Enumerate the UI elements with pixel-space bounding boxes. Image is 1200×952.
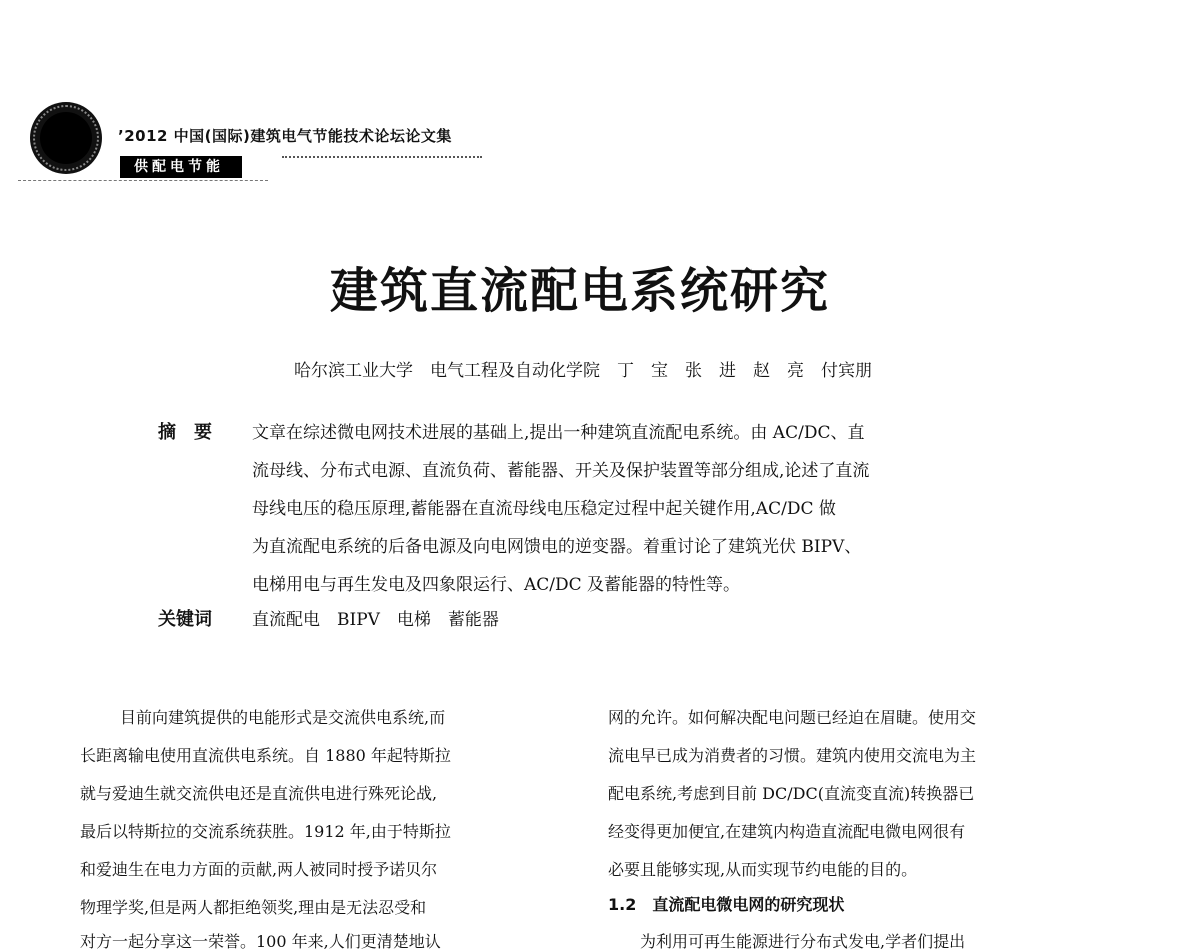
left-column-line: 就与爱迪生就交流供电还是直流供电进行殊死论战, — [80, 784, 438, 803]
seal-logo — [30, 102, 102, 174]
section-subheading: 1.2 直流配电微电网的研究现状 — [608, 895, 845, 914]
left-column-line: 长距离输电使用直流供电系统。自 1880 年起特斯拉 — [80, 746, 451, 765]
left-column-line: 对方一起分享这一荣誉。100 年来,人们更清楚地认 — [80, 932, 441, 951]
right-column-line: 配电系统,考虑到目前 DC/DC(直流变直流)转换器已 — [608, 784, 975, 803]
section-badge: 供配电节能 — [120, 156, 242, 178]
abstract-line: 为直流配电系统的后备电源及向电网馈电的逆变器。着重讨论了建筑光伏 BIPV、 — [252, 537, 862, 557]
left-column-line: 最后以特斯拉的交流系统获胜。1912 年,由于特斯拉 — [80, 822, 451, 841]
abstract-line: 母线电压的稳压原理,蓄能器在直流母线电压稳定过程中起关键作用,AC/DC 做 — [252, 499, 836, 519]
running-header-title: ’2012 中国(国际)建筑电气节能技术论坛论文集 — [118, 127, 452, 145]
right-column-line: 为利用可再生能源进行分布式发电,学者们提出 — [640, 932, 966, 951]
left-column-line: 和爱迪生在电力方面的贡献,两人被同时授予诺贝尔 — [80, 860, 438, 879]
abstract-line: 文章在综述微电网技术进展的基础上,提出一种建筑直流配电系统。由 AC/DC、直 — [252, 423, 865, 443]
paper-title: 建筑直流配电系统研究 — [329, 263, 830, 319]
right-column-line: 网的允许。如何解决配电问题已经迫在眉睫。使用交 — [608, 708, 977, 727]
right-column-line: 流电早已成为消费者的习惯。建筑内使用交流电为主 — [608, 746, 977, 765]
seal-core — [40, 112, 92, 164]
keywords-label: 关键词 — [158, 609, 212, 630]
author-affiliation: 哈尔滨工业大学 电气工程及自动化学院 丁 宝 张 进 赵 亮 付宾朋 — [294, 361, 872, 381]
keywords-text: 直流配电 BIPV 电梯 蓄能器 — [252, 610, 499, 630]
abstract-line: 流母线、分布式电源、直流负荷、蓄能器、开关及保护装置等部分组成,论述了直流 — [252, 461, 870, 481]
right-column-line: 必要且能够实现,从而实现节约电能的目的。 — [608, 860, 918, 879]
left-column-line: 目前向建筑提供的电能形式是交流供电系统,而 — [120, 708, 446, 727]
header-dotted-strip — [282, 156, 482, 158]
header-rule — [18, 180, 268, 181]
right-column-line: 经变得更加便宜,在建筑内构造直流配电微电网很有 — [608, 822, 966, 841]
left-column-line: 物理学奖,但是两人都拒绝领奖,理由是无法忍受和 — [80, 898, 427, 917]
abstract-label: 摘 要 — [158, 422, 212, 443]
abstract-line: 电梯用电与再生发电及四象限运行、AC/DC 及蓄能器的特性等。 — [252, 575, 741, 595]
